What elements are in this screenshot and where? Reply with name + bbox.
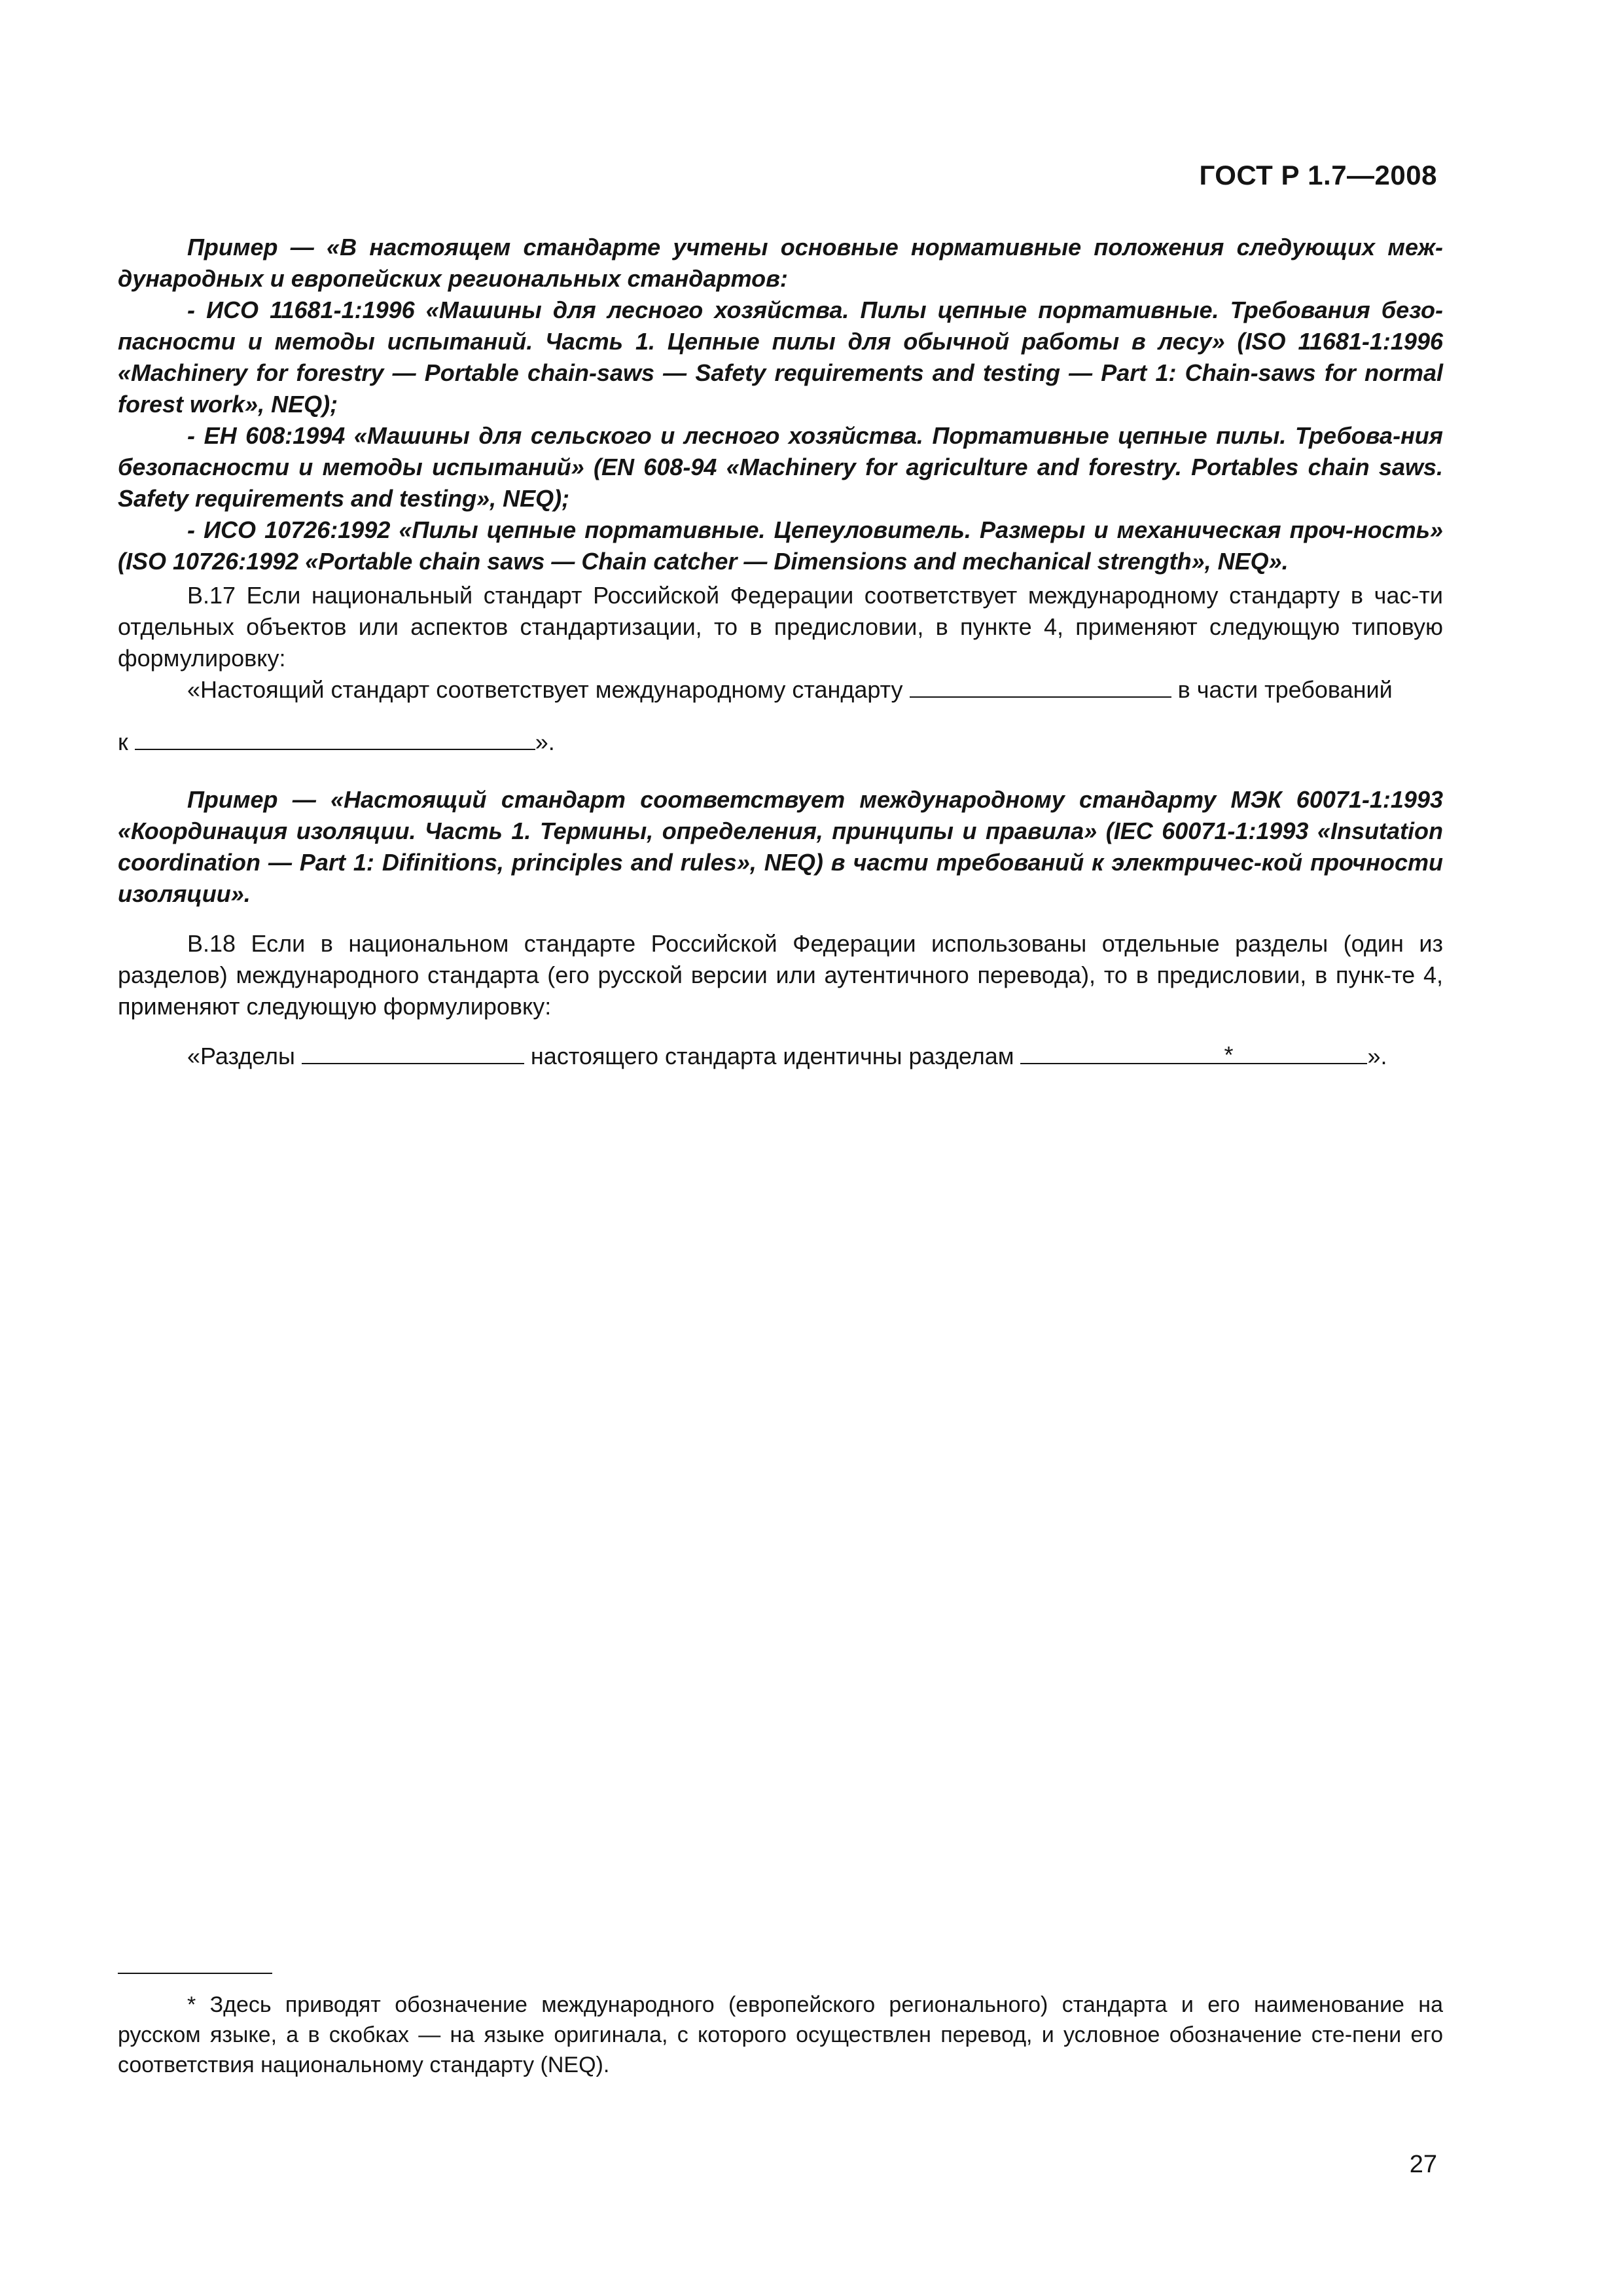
blank-intl-sections-field bbox=[1020, 1041, 1367, 1068]
template-b18-end: ». bbox=[1367, 1043, 1387, 1069]
section-b17-template-line2 bbox=[118, 726, 1443, 758]
page-number: 27 bbox=[1409, 2151, 1437, 2178]
section-b17-text: В.17 Если национальный стандарт Российской Федерации соответствует международному стандарту в час-ти отдельных объектов или аспектов стандартизации, то в предисловии, в пункте 4, применяют следующую типовую формулировку: bbox=[118, 582, 1443, 672]
template-b17-mid: в части требований bbox=[1177, 676, 1393, 703]
example-1-item-iso10726: - ИСО 10726:1992 «Пилы цепные портативные. Цепеуловитель. Размеры и механическая проч-ность» (ISO 10726:1992 «Portable chain saws — Chain catcher — Dimensions and mechanical strength», NEQ». bbox=[118, 516, 1443, 575]
section-b17-template bbox=[118, 674, 1443, 706]
example-2-text: Пример — «Настоящий стандарт соответствует международному стандарту МЭК 60071-1:1993 «Координация изоляции. Часть 1. Термины, определения, принципы и правила» (IEC 60071-1:1993 «Insutation coordination — Part 1: Difinitions, principles and rules», NEQ) в части требований к электричес-кой прочности изоляции». bbox=[118, 786, 1443, 907]
blank-sections-field bbox=[302, 1043, 524, 1064]
footnote-separator bbox=[118, 1973, 272, 1974]
footnote bbox=[118, 1990, 1443, 2080]
blank-standard-field bbox=[910, 677, 1171, 698]
footnote-text: * Здесь приводят обозначение международного (европейского регионального) стандарта и его наименование на русском языке, а в скобках — на языке оригинала, с которого осуществлен перевод, и условное обозначение сте-пени его соответствия национальному стандарту (NEQ). bbox=[118, 1992, 1443, 2077]
section-b18-template bbox=[118, 1041, 1443, 1072]
section-b18-text: В.18 Если в национальном стандарте Российской Федерации использованы отдельные разделы (один из разделов) международного стандарта (его русской версии или аутентичного перевода), то в предисловии, в пунк-те 4, применяют следующую формулировку: bbox=[118, 930, 1443, 1020]
section-b18 bbox=[118, 928, 1443, 1022]
example-1-intro: Пример — «В настоящем стандарте учтены основные нормативные положения следующих меж-дународных и европейских региональных стандартов: bbox=[118, 234, 1443, 292]
document-header: ГОСТ Р 1.7—2008 bbox=[1199, 160, 1437, 190]
example-1-item-iso11681: - ИСО 11681-1:1996 «Машины для лесного хозяйства. Пилы цепные портативные. Требования безо-пасности и методы испытаний. Часть 1. Цепные пилы для обычной работы в лесу» (ISO 11681-1:1996 «Machinery for forestry — Portable chain-saws — Safety requirements and testing — Part 1: Chain-saws for normal forest work», NEQ); bbox=[118, 296, 1443, 418]
blank-requirements-field bbox=[135, 729, 535, 750]
example-1-item-en608: - ЕН 608:1994 «Машины для сельского и лесного хозяйства. Портативные цепные пилы. Требова-ния безопасности и методы испытаний» (EN 608-94 «Machinery for agriculture and forestry. Portables chain saws. Safety requirements and testing», NEQ); bbox=[118, 422, 1443, 512]
template-b17-start: «Настоящий стандарт соответствует международному стандарту bbox=[187, 676, 903, 703]
template-b18-mid: настоящего стандарта идентичны разделам bbox=[530, 1043, 1014, 1069]
section-b17 bbox=[118, 580, 1443, 706]
template-b17-end: ». bbox=[535, 728, 555, 755]
footnote-mark: * bbox=[1224, 1041, 1234, 1068]
example-2 bbox=[118, 784, 1443, 910]
template-b18-start: «Разделы bbox=[187, 1043, 295, 1069]
example-1 bbox=[118, 232, 1443, 577]
template-b17-k: к bbox=[118, 728, 128, 755]
